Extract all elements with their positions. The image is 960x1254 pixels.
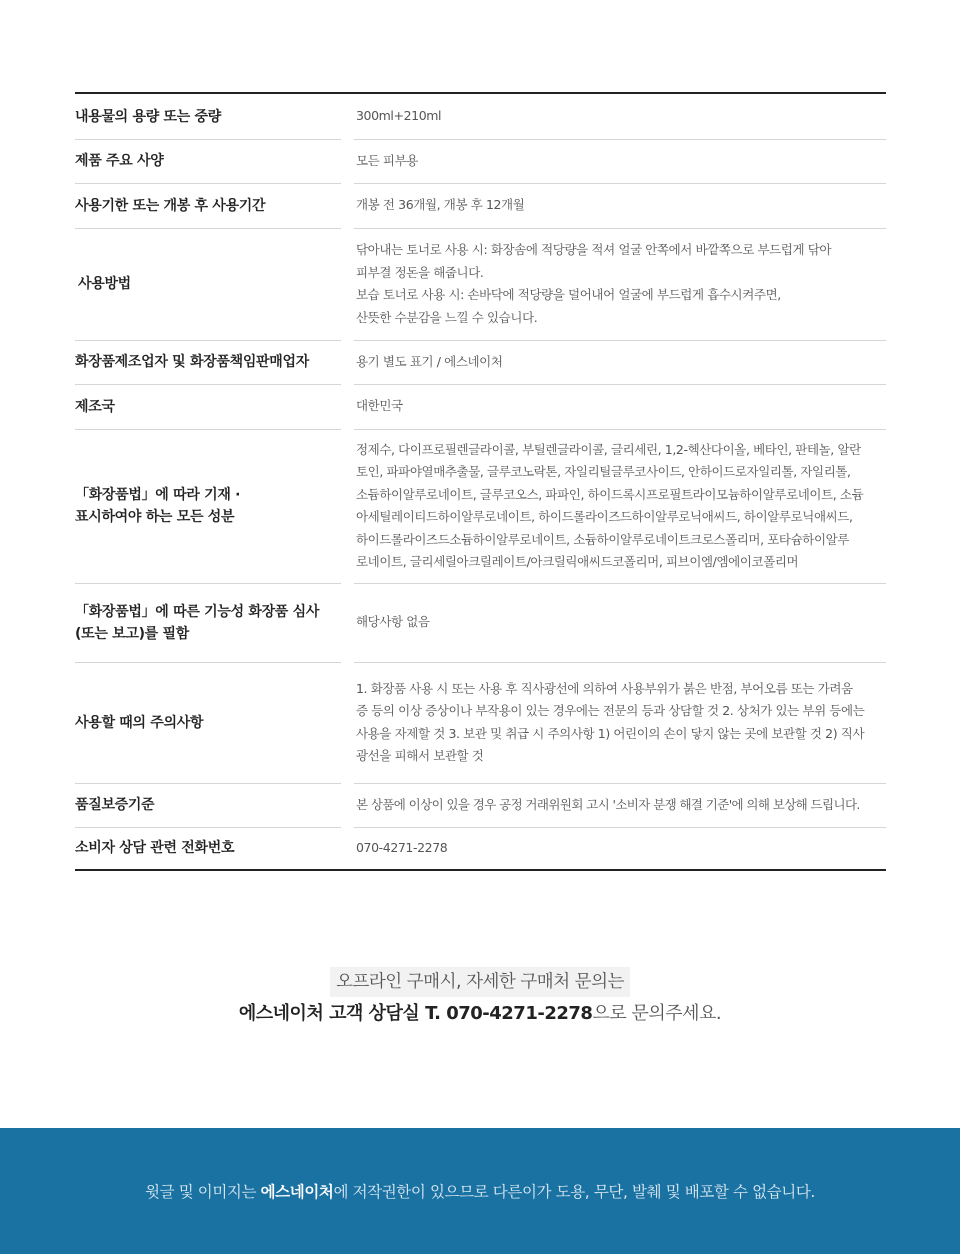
table-row (75, 827, 886, 869)
row-label: 소비자 상담 관련 전화번호 (75, 840, 235, 856)
table-row (75, 340, 886, 384)
row-value: 개봉 전 36개월, 개봉 후 12개월 (356, 197, 525, 213)
row-label: 화장품제조업자 및 화장품책임판매업자 (75, 354, 309, 370)
row-value: 닦아내는 토너로 사용 시: 화장솜에 적당량을 적셔 얼굴 안쪽에서 바깥쪽으로 부드럽게 닦아 피부결 정돈을 해줍니다. 보습 토너로 사용 시: 손바닥에 적당량을 덜어내어 얼굴에 부드럽게 흡수시켜주면, 산뜻한 수분감을 느낄 수 있습니다. (356, 242, 832, 325)
row-value: 해당사항 없음 (356, 614, 430, 630)
footer-text-after: 에 저작권한이 있으므로 다른이가 도용, 무단, 발췌 및 배포할 수 없습니다. (333, 1183, 815, 1201)
row-label: 사용기한 또는 개봉 후 사용기간 (75, 197, 266, 214)
footer-text-before: 윗글 및 이미지는 (145, 1183, 261, 1201)
contact-line2-rest: 으로 문의주세요. (592, 1003, 722, 1024)
row-value: 정제수, 다이프로필렌글라이콜, 부틸렌글라이콜, 글리세린, 1,2-헥산다이올, 베타인, 판테놀, 알란 토인, 파파야열매추출물, 글루코노락톤, 자일리틸글루코사이드, 안하이드로자일리톨, 자일리톨, 소듐하이알루로네이트, 글루코오스, 파파인, 하이드록시프로필트라이모늄하이알루로네이트, 소듐 아세틸레이티드하이알루로네이트, 하이드롤라이즈드하이알루로닉애씨드, 하이알루로닉애씨드, 하이드롤라이즈드소듐하이알루로네이트, 소듐하이알루로네이트크로스폴리머, 포타슘하이알루 로네이트, 글리세릴아크릴레이트/아크릴릭애씨드코폴리머, 피브이엠/엠에이코폴리머 (356, 441, 864, 569)
table-row (75, 783, 886, 827)
footer-brand: 에스네이처 (260, 1183, 334, 1201)
row-value: 대한민국 (356, 398, 403, 414)
row-label: 품질보증기준 (75, 797, 155, 813)
row-label: 내용물의 용량 또는 중량 (75, 108, 221, 125)
row-label-wrap (75, 429, 354, 583)
table-row (75, 94, 886, 139)
row-label: 제품 주요 사양 (75, 153, 164, 169)
contact-line1: 오프라인 구매시, 자세한 구매처 문의는 (330, 967, 630, 997)
table-row (75, 183, 886, 228)
row-value: 070-4271-2278 (356, 839, 448, 855)
table-row (75, 662, 886, 783)
row-label: 「화장품법」에 따른 기능성 화장품 심사 (또는 보고)를 필함 (75, 603, 320, 642)
row-label: 「화장품법」에 따라 기재 · 표시하여야 하는 모든 성분 (75, 487, 241, 525)
table-row (75, 384, 886, 429)
table-row (75, 139, 886, 183)
contact-phone: 에스네이처 고객 상담실 T. 070-4271-2278 (238, 1003, 593, 1024)
row-label: 제조국 (75, 398, 115, 415)
contact-notice (0, 967, 960, 1031)
row-value: 용기 별도 표기 / 에스네이처 (356, 353, 503, 369)
row-label: 사용할 때의 주의사항 (75, 714, 204, 731)
row-value: 1. 화장품 사용 시 또는 사용 후 직사광선에 의하여 사용부위가 붉은 반점, 부어오름 또는 가려움 증 등의 이상 증상이나 부작용이 있는 경우에는 전문의 등과 상담할 것 2. 상처가 있는 부위 등에는 사용을 자제할 것 3. 보관 및 취급 시 주의사항 1) 어린이의 손이 닿지 않는 곳에 보관할 것 2) 직사 광선을 피해서 보관할 것 (356, 680, 865, 763)
table-row (75, 228, 886, 340)
row-label: 사용방법 (78, 276, 131, 292)
product-info-table (75, 92, 886, 871)
row-value: 모든 피부용 (356, 152, 418, 168)
copyright-footer (0, 1128, 960, 1254)
row-label-wrap (75, 583, 354, 662)
table-row (75, 429, 886, 583)
table-row (75, 583, 886, 662)
contact-line2 (0, 997, 960, 1031)
row-value: 본 상품에 이상이 있을 경우 공정 거래위원회 고시 '소비자 분쟁 해결 기준'에 의해 보상해 드립니다. (356, 796, 860, 812)
row-value: 300ml+210ml (356, 108, 442, 124)
